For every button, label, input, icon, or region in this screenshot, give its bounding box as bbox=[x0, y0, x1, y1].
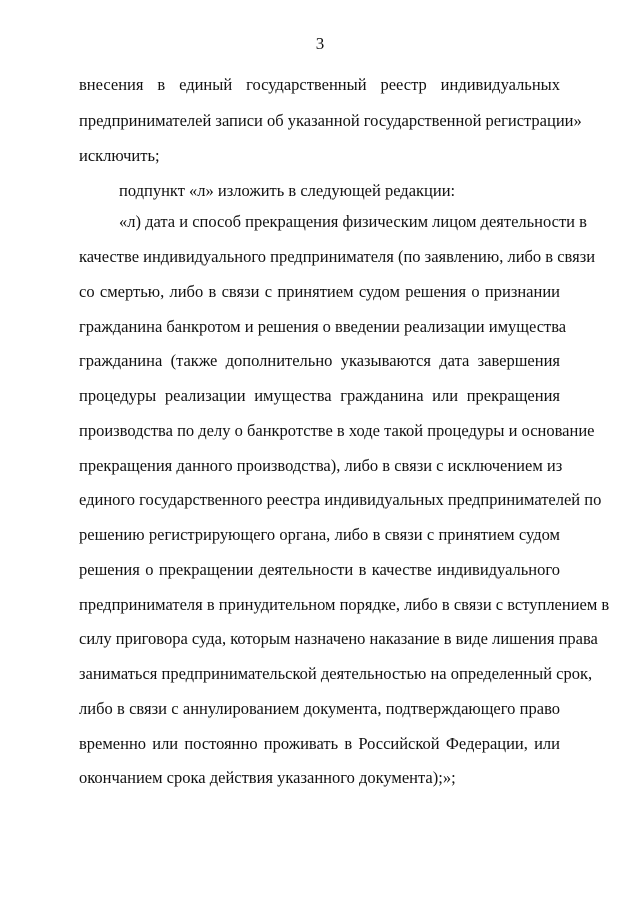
paragraph-1-line-3: исключить; bbox=[79, 146, 160, 165]
paragraph-3-line-5: гражданина (также дополнительно указываются дата завершения bbox=[79, 351, 560, 370]
paragraph-3-line-10: решению регистрирующего органа, либо в связи с принятием судом bbox=[79, 525, 560, 544]
paragraph-3-line-16: временно или постоянно проживать в Российской Федерации, или bbox=[79, 734, 560, 753]
paragraph-3-line-14: заниматься предпринимательской деятельностью на определенный срок, bbox=[79, 664, 593, 683]
paragraph-3-line-17: окончанием срока действия указанного документа);»; bbox=[79, 768, 456, 787]
page-number: 3 bbox=[315, 34, 325, 53]
paragraph-3-line-12: предпринимателя в принудительном порядке, либо в связи с вступлением в bbox=[79, 595, 610, 614]
paragraph-3-line-11: решения о прекращении деятельности в качестве индивидуального bbox=[79, 560, 560, 579]
paragraph-3-line-6: процедуры реализации имущества гражданина или прекращения bbox=[79, 386, 560, 405]
paragraph-3-line-4: гражданина банкротом и решения о введении реализации имущества bbox=[79, 317, 567, 336]
paragraph-3-line-3: со смертью, либо в связи с принятием судом решения о признании bbox=[79, 282, 560, 301]
paragraph-2-line-1: подпункт «л» изложить в следующей редакции: bbox=[119, 181, 456, 200]
paragraph-1-line-1: внесения в единый государственный реестр индивидуальных bbox=[79, 75, 560, 94]
paragraph-1-line-2: предпринимателей записи об указанной государственной регистрации» bbox=[79, 111, 582, 130]
paragraph-3-line-1: «л) дата и способ прекращения физическим лицом деятельности в bbox=[119, 212, 587, 231]
paragraph-3-line-15: либо в связи с аннулированием документа, подтверждающего право bbox=[79, 699, 560, 718]
paragraph-3-line-9: единого государственного реестра индивидуальных предпринимателей по bbox=[79, 490, 602, 509]
paragraph-3-line-13: силу приговора суда, которым назначено наказание в виде лишения права bbox=[79, 629, 598, 648]
paragraph-3-line-7: производства по делу о банкротстве в ходе такой процедуры и основание bbox=[79, 421, 595, 440]
paragraph-3-line-8: прекращения данного производства), либо в связи с исключением из bbox=[79, 456, 563, 475]
paragraph-3-line-2: качестве индивидуального предпринимателя (по заявлению, либо в связи bbox=[79, 247, 596, 266]
